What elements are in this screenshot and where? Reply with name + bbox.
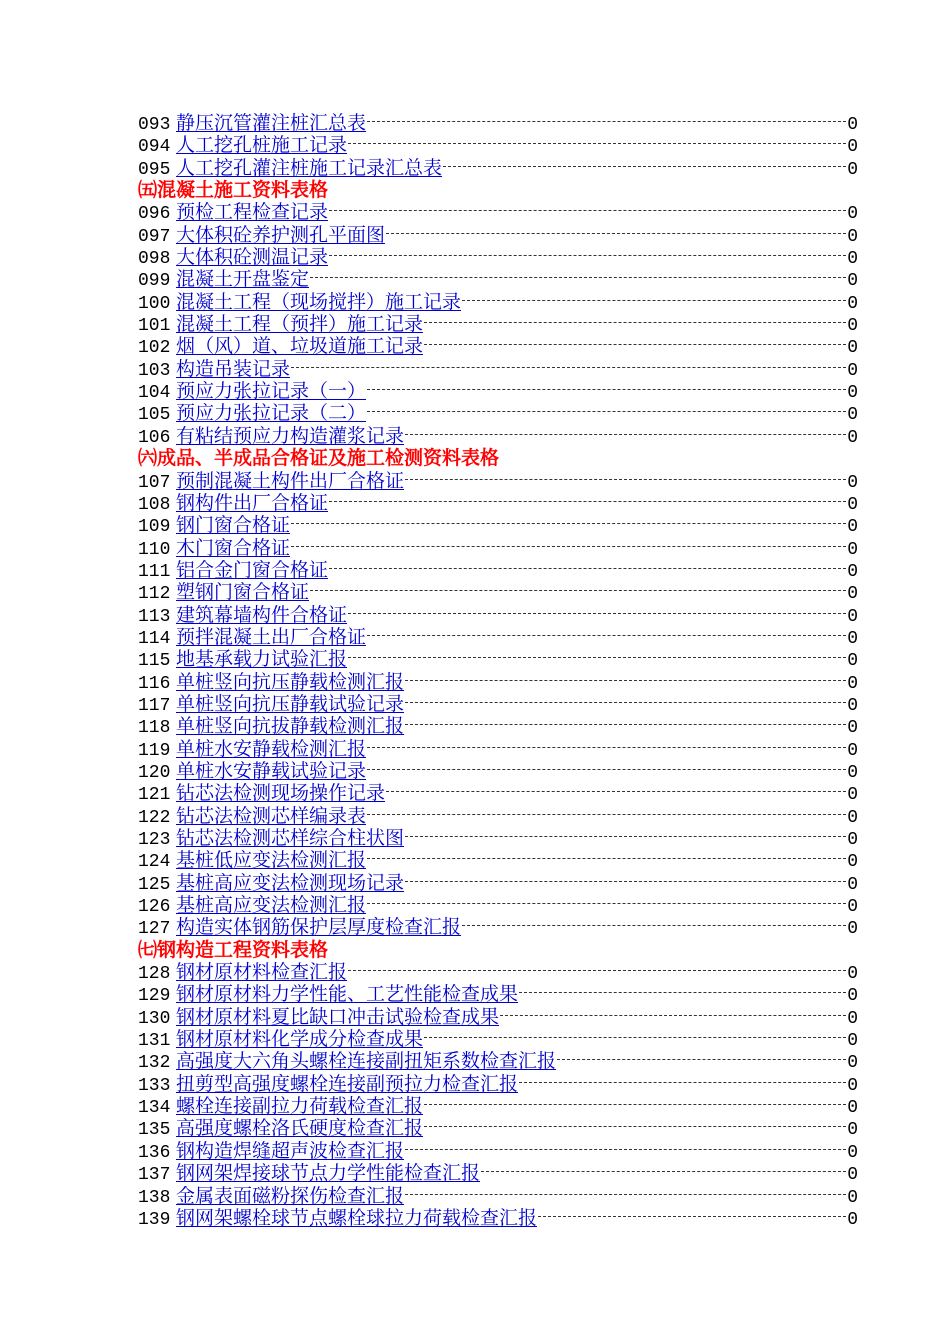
toc-entry	[138, 358, 858, 380]
toc-entry	[138, 559, 858, 581]
dotted-leader	[424, 322, 846, 323]
table-of-contents	[138, 112, 858, 1229]
toc-entry-page-number: 0	[847, 115, 858, 135]
dotted-leader	[348, 970, 846, 971]
toc-entry-link[interactable]: 大体积砼测温记录	[176, 246, 329, 269]
toc-entry-page-number: 0	[847, 718, 858, 738]
toc-entry-number: 120	[138, 762, 171, 783]
dotted-leader	[367, 389, 846, 390]
dotted-leader	[405, 680, 846, 681]
toc-entry-page-number: 0	[847, 338, 858, 358]
toc-entry-link[interactable]: 混凝土开盘鉴定	[176, 268, 310, 291]
toc-entry-link[interactable]: 静压沉管灌注桩汇总表	[176, 112, 367, 134]
toc-entry-link[interactable]: 单桩竖向抗压静载试验记录	[176, 692, 405, 715]
dotted-leader	[519, 1082, 846, 1083]
toc-entry-number: 105	[138, 405, 171, 425]
toc-entry-number: 114	[138, 628, 171, 649]
dotted-leader	[405, 479, 846, 480]
dotted-leader	[367, 411, 846, 412]
toc-entry-link[interactable]: 预应力张拉记录（一）	[176, 380, 367, 403]
toc-entry	[138, 760, 858, 782]
toc-entry-number: 097	[138, 226, 171, 247]
toc-entry-page-number: 0	[847, 293, 858, 314]
toc-entry-link[interactable]: 高强度大六角头螺栓连接副扭矩系数检查汇报	[176, 1050, 557, 1073]
toc-entry-number: 136	[138, 1142, 171, 1163]
toc-entry-page-number: 0	[847, 271, 858, 291]
toc-entry-link[interactable]: 金属表面磁粉探伤检查汇报	[176, 1184, 405, 1207]
dotted-leader	[538, 1216, 846, 1217]
toc-entry-number: 127	[138, 919, 171, 939]
dotted-leader	[348, 613, 846, 614]
toc-entry-link[interactable]: 单桩水安静载试验记录	[176, 759, 367, 782]
toc-entry-page-number: 0	[847, 1075, 858, 1096]
dotted-leader	[329, 255, 846, 256]
toc-entry-number: 108	[138, 494, 171, 515]
toc-entry-link[interactable]: 扭剪型高强度螺栓连接副预拉力检查汇报	[176, 1072, 519, 1095]
toc-entry	[138, 782, 858, 804]
toc-entry-page-number: 0	[847, 472, 858, 492]
toc-entry-page-number: 0	[847, 919, 858, 939]
toc-entry-link[interactable]: 钻芯法检测现场操作记录	[176, 782, 386, 805]
toc-entry	[138, 402, 858, 424]
section-heading	[138, 179, 858, 201]
toc-entry-link[interactable]: 高强度螺栓洛氏硬度检查汇报	[176, 1117, 424, 1140]
toc-entry-link[interactable]: 地基承载力试验汇报	[176, 648, 348, 671]
dotted-leader	[291, 367, 846, 368]
toc-entry-page-number: 0	[847, 785, 858, 805]
toc-entry	[138, 112, 858, 134]
toc-entry-page-number: 0	[847, 316, 858, 336]
toc-entry-number: 110	[138, 539, 171, 559]
dotted-leader	[329, 501, 846, 502]
toc-entry	[138, 693, 858, 715]
toc-entry-number: 093	[138, 115, 171, 135]
toc-entry	[138, 1162, 858, 1184]
toc-entry-link[interactable]: 单桩竖向抗压静载检测汇报	[176, 670, 405, 693]
toc-entry-link[interactable]: 人工挖孔灌注桩施工记录汇总表	[176, 156, 443, 179]
dotted-leader	[367, 747, 846, 748]
toc-entry	[138, 268, 858, 290]
toc-entry-number: 113	[138, 606, 171, 626]
dotted-leader	[348, 657, 846, 658]
toc-entry-page-number: 0	[847, 1209, 858, 1230]
toc-entry	[138, 313, 858, 335]
dotted-leader	[367, 769, 846, 770]
toc-entry-page-number: 0	[847, 740, 858, 760]
toc-entry-number: 139	[138, 1209, 171, 1230]
toc-entry-page-number: 0	[847, 494, 858, 515]
toc-entry-page-number: 0	[847, 561, 858, 582]
toc-entry	[138, 1207, 858, 1229]
toc-entry-link[interactable]: 螺栓连接副拉力荷载检查汇报	[176, 1095, 424, 1118]
toc-entry-page-number: 0	[847, 606, 858, 626]
toc-entry	[138, 604, 858, 626]
toc-entry-page-number: 0	[847, 874, 858, 895]
toc-entry-page-number: 0	[847, 137, 858, 157]
dotted-leader	[367, 635, 846, 636]
toc-entry-link[interactable]: 基桩高应变法检测现场记录	[176, 871, 405, 894]
toc-entry-link[interactable]: 钻芯法检测芯样编录表	[176, 804, 367, 827]
dotted-leader	[291, 523, 846, 524]
toc-entry-number: 104	[138, 383, 171, 403]
toc-entry-page-number: 0	[847, 986, 858, 1006]
dotted-leader	[424, 1126, 846, 1127]
toc-entry-number: 135	[138, 1120, 171, 1140]
toc-entry-number: 123	[138, 830, 171, 850]
toc-entry-link[interactable]: 单桩竖向抗拔静载检测汇报	[176, 715, 405, 738]
toc-entry	[138, 581, 858, 603]
dotted-leader	[481, 1171, 846, 1172]
toc-entry-number: 106	[138, 427, 171, 448]
toc-entry-page-number: 0	[847, 852, 858, 872]
toc-entry-number: 111	[138, 561, 171, 582]
toc-entry	[138, 224, 858, 246]
toc-entry-page-number: 0	[847, 1165, 858, 1185]
dotted-leader	[519, 992, 846, 993]
toc-entry-page-number: 0	[847, 226, 858, 247]
toc-entry-number: 100	[138, 293, 171, 314]
dotted-leader	[291, 546, 846, 547]
toc-entry-link[interactable]: 基桩低应变法检测汇报	[176, 849, 367, 872]
toc-entry	[138, 738, 858, 760]
toc-entry-link[interactable]: 钢网架螺栓球节点螺栓球拉力荷载检查汇报	[176, 1206, 538, 1229]
toc-entry-page-number: 0	[847, 383, 858, 403]
toc-entry-page-number: 0	[847, 1098, 858, 1118]
toc-entry	[138, 1028, 858, 1050]
dotted-leader	[424, 1104, 846, 1105]
toc-entry-link[interactable]: 钻芯法检测芯样综合柱状图	[176, 827, 405, 849]
toc-entry-number: 094	[138, 137, 171, 157]
toc-entry-number: 121	[138, 785, 171, 805]
toc-entry-number: 098	[138, 249, 171, 269]
toc-entry-number: 103	[138, 360, 171, 381]
toc-entry-page-number: 0	[847, 897, 858, 917]
toc-entry-page-number: 0	[847, 762, 858, 783]
toc-entry-number: 101	[138, 316, 171, 336]
toc-entry-page-number: 0	[847, 204, 858, 224]
toc-entry	[138, 492, 858, 514]
dotted-leader	[310, 590, 846, 591]
section-heading	[138, 939, 858, 961]
toc-entry-page-number: 0	[847, 807, 858, 827]
toc-entry-number: 118	[138, 718, 171, 738]
toc-entry-number: 107	[138, 472, 171, 492]
toc-entry-link[interactable]: 单桩水安静载检测汇报	[176, 737, 367, 760]
toc-entry-link[interactable]: 混凝土工程（现场搅拌）施工记录	[176, 290, 462, 313]
toc-entry-link[interactable]: 有粘结预应力构造灌浆记录	[176, 424, 405, 447]
toc-entry	[138, 425, 858, 447]
dotted-leader	[367, 858, 846, 859]
dotted-leader	[367, 814, 846, 815]
toc-entry-number: 102	[138, 338, 171, 358]
dotted-leader	[405, 1194, 846, 1195]
toc-entry	[138, 983, 858, 1005]
dotted-leader	[557, 1059, 846, 1060]
dotted-leader	[405, 881, 846, 882]
toc-entry-number: 096	[138, 204, 171, 224]
toc-entry-link[interactable]: 塑钢门窗合格证	[176, 581, 310, 604]
section-heading	[138, 447, 858, 469]
toc-entry	[138, 157, 858, 179]
toc-entry-link[interactable]: 木门窗合格证	[176, 536, 291, 559]
toc-entry-page-number: 0	[847, 427, 858, 448]
dotted-leader	[405, 702, 846, 703]
dotted-leader	[310, 277, 846, 278]
dotted-leader	[329, 210, 846, 211]
toc-entry-page-number: 0	[847, 830, 858, 850]
toc-entry-page-number: 0	[847, 695, 858, 716]
toc-entry	[138, 1140, 858, 1162]
toc-entry	[138, 1006, 858, 1028]
toc-entry-page-number: 0	[847, 405, 858, 425]
toc-entry-number: 138	[138, 1187, 171, 1207]
dotted-leader	[386, 791, 846, 792]
toc-entry-link[interactable]: 大体积砼养护测孔平面图	[176, 223, 386, 246]
toc-entry-page-number: 0	[847, 1142, 858, 1163]
toc-entry	[138, 134, 858, 156]
toc-entry-page-number: 0	[847, 651, 858, 671]
toc-entry	[138, 648, 858, 670]
toc-entry-link[interactable]: 人工挖孔桩施工记录	[176, 134, 348, 157]
dotted-leader	[424, 344, 846, 345]
toc-entry	[138, 626, 858, 648]
dotted-leader	[462, 925, 846, 926]
toc-entry-link[interactable]: 构造吊装记录	[176, 357, 291, 380]
toc-entry-number: 115	[138, 651, 171, 671]
toc-entry-page-number: 0	[847, 360, 858, 381]
toc-entry	[138, 246, 858, 268]
toc-entry-link[interactable]: 基桩高应变法检测汇报	[176, 894, 367, 917]
toc-entry	[138, 827, 858, 849]
toc-entry-number: 095	[138, 159, 171, 180]
toc-entry-link[interactable]: 钢构件出厂合格证	[176, 491, 329, 514]
dotted-leader	[500, 1015, 846, 1016]
toc-entry-link[interactable]: 预拌混凝土出厂合格证	[176, 625, 367, 648]
toc-entry	[138, 916, 858, 938]
toc-entry-number: 116	[138, 673, 171, 693]
dotted-leader	[348, 143, 846, 144]
toc-entry-number: 132	[138, 1053, 171, 1073]
toc-entry-page-number: 0	[847, 249, 858, 269]
toc-entry	[138, 894, 858, 916]
toc-entry-number: 131	[138, 1031, 171, 1051]
toc-entry-page-number: 0	[847, 584, 858, 604]
toc-entry-number: 122	[138, 807, 171, 827]
toc-entry-number: 124	[138, 852, 171, 872]
toc-entry	[138, 514, 858, 536]
toc-entry	[138, 335, 858, 357]
toc-entry-page-number: 0	[847, 964, 858, 984]
toc-entry-link[interactable]: 混凝土工程（预拌）施工记录	[176, 313, 424, 336]
toc-entry	[138, 1185, 858, 1207]
toc-entry-link[interactable]: 预检工程检查记录	[176, 201, 329, 224]
dotted-leader	[424, 1037, 846, 1038]
toc-entry	[138, 291, 858, 313]
dotted-leader	[405, 1149, 846, 1150]
dotted-leader	[405, 836, 846, 837]
toc-entry-number: 126	[138, 897, 171, 917]
toc-entry	[138, 1073, 858, 1095]
section-heading-text: ㈦钢构造工程资料表格	[138, 938, 329, 961]
toc-entry-page-number: 0	[847, 517, 858, 537]
toc-entry-page-number: 0	[847, 1008, 858, 1029]
toc-entry-page-number: 0	[847, 1031, 858, 1051]
toc-entry	[138, 1117, 858, 1139]
toc-entry	[138, 961, 858, 983]
toc-entry-page-number: 0	[847, 1187, 858, 1207]
toc-entry-link[interactable]: 钢材原材料夏比缺口冲击试验检查成果	[176, 1005, 500, 1028]
dotted-leader	[367, 903, 846, 904]
section-heading-text: ㈤混凝土施工资料表格	[138, 179, 329, 202]
toc-entry-number: 134	[138, 1098, 171, 1118]
toc-entry-number: 130	[138, 1008, 171, 1029]
toc-entry	[138, 1050, 858, 1072]
toc-entry-page-number: 0	[847, 159, 858, 180]
toc-entry	[138, 872, 858, 894]
toc-entry-page-number: 0	[847, 1053, 858, 1073]
toc-entry-link[interactable]: 钢材原材料力学性能、工艺性能检查成果	[176, 983, 519, 1006]
toc-entry-number: 117	[138, 695, 171, 716]
toc-entry	[138, 805, 858, 827]
toc-entry-link[interactable]: 建筑幕墙构件合格证	[176, 603, 348, 626]
toc-entry-number: 125	[138, 874, 171, 895]
toc-entry-number: 137	[138, 1165, 171, 1185]
toc-entry-link[interactable]: 预应力张拉记录（二）	[176, 402, 367, 425]
toc-entry-link[interactable]: 钢构造焊缝超声波检查汇报	[176, 1139, 405, 1162]
dotted-leader	[386, 233, 846, 234]
toc-entry-link[interactable]: 钢网架焊接球节点力学性能检查汇报	[176, 1162, 481, 1185]
dotted-leader	[462, 300, 846, 301]
toc-entry	[138, 1095, 858, 1117]
toc-entry-link[interactable]: 铝合金门窗合格证	[176, 558, 329, 581]
toc-entry-number: 129	[138, 986, 171, 1006]
dotted-leader	[405, 724, 846, 725]
toc-entry	[138, 671, 858, 693]
toc-entry-link[interactable]: 构造实体钢筋保护层厚度检查汇报	[176, 916, 462, 939]
dotted-leader	[367, 121, 846, 122]
section-heading-text: ㈥成品、半成品合格证及施工检测资料表格	[138, 447, 500, 470]
toc-entry-number: 128	[138, 964, 171, 984]
toc-entry-number: 112	[138, 584, 171, 604]
toc-entry-link[interactable]: 烟（风）道、垃圾道施工记录	[176, 335, 424, 358]
toc-entry	[138, 715, 858, 737]
toc-entry-number: 119	[138, 740, 171, 760]
toc-entry	[138, 537, 858, 559]
toc-entry-link[interactable]: 钢材原材料检查汇报	[176, 961, 348, 984]
dotted-leader	[329, 568, 846, 569]
toc-entry	[138, 849, 858, 871]
toc-entry-page-number: 0	[847, 628, 858, 649]
toc-entry-number: 099	[138, 271, 171, 291]
toc-entry-number: 109	[138, 517, 171, 537]
toc-entry-link[interactable]: 预制混凝土构件出厂合格证	[176, 469, 405, 492]
toc-entry-number: 133	[138, 1075, 171, 1096]
toc-entry-page-number: 0	[847, 673, 858, 693]
toc-entry-link[interactable]: 钢材原材料化学成分检查成果	[176, 1028, 424, 1051]
toc-entry-link[interactable]: 钢门窗合格证	[176, 514, 291, 537]
toc-entry-page-number: 0	[847, 1120, 858, 1140]
toc-entry	[138, 380, 858, 402]
dotted-leader	[443, 166, 846, 167]
toc-entry	[138, 201, 858, 223]
toc-entry-page-number: 0	[847, 539, 858, 559]
toc-entry	[138, 470, 858, 492]
dotted-leader	[405, 434, 846, 435]
